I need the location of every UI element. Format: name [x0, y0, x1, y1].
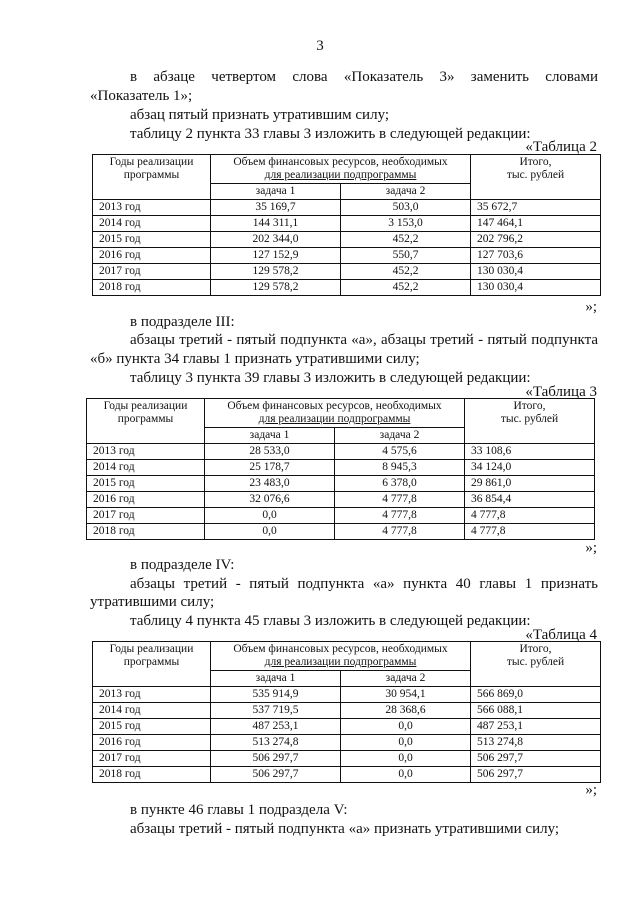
paragraph-line: абзац пятый признать утратившим силу; — [130, 107, 390, 123]
cell-task2: 0,0 — [341, 767, 471, 783]
cell-task1: 487 253,1 — [211, 719, 341, 735]
cell-year: 2014 год — [93, 703, 211, 719]
cell-year: 2013 год — [87, 444, 205, 460]
cell-task2: 550,7 — [341, 248, 471, 264]
cell-total: 34 124,0 — [465, 460, 595, 476]
table-label: «Таблица 4 — [525, 627, 597, 643]
cell-task2: 8 945,3 — [335, 460, 465, 476]
cell-task1: 35 169,7 — [211, 200, 341, 216]
cell-task2: 4 777,8 — [335, 524, 465, 540]
table-row — [93, 216, 601, 232]
cell-task2: 28 368,6 — [341, 703, 471, 719]
cell-total: 506 297,7 — [471, 767, 601, 783]
table-row — [93, 280, 601, 296]
table-row — [93, 767, 601, 783]
cell-task1: 144 311,1 — [211, 216, 341, 232]
header-volume: Объем финансовых ресурсов, необходимых для реализации подпрограммы — [211, 155, 471, 184]
table-row — [93, 264, 601, 280]
header-task2: задача 2 — [341, 184, 471, 200]
cell-task1: 23 483,0 — [205, 476, 335, 492]
table-row — [93, 735, 601, 751]
table-row — [93, 719, 601, 735]
header-volume: Объем финансовых ресурсов, необходимых для реализации подпрограммы — [205, 399, 465, 428]
cell-task1: 25 178,7 — [205, 460, 335, 476]
header-task2: задача 2 — [341, 671, 471, 687]
cell-year: 2015 год — [93, 719, 211, 735]
header-total: Итого, тыс. рублей — [471, 642, 601, 687]
cell-year: 2017 год — [93, 264, 211, 280]
header-task1: задача 1 — [211, 184, 341, 200]
cell-task2: 0,0 — [341, 719, 471, 735]
paragraph-line: «Показатель 1»; — [90, 88, 193, 104]
cell-total: 147 464,1 — [471, 216, 601, 232]
cell-total: 4 777,8 — [465, 524, 595, 540]
paragraph-line: таблицу 3 пункта 39 главы 3 изложить в следующей редакции: — [130, 370, 531, 386]
paragraph-line: абзацы третий - пятый подпункта «а», абзацы третий - пятый подпункта — [130, 332, 598, 348]
cell-task1: 202 344,0 — [211, 232, 341, 248]
paragraph-line: в пункте 46 главы 1 подраздела V: — [130, 802, 348, 818]
cell-total: 202 796,2 — [471, 232, 601, 248]
header-volume: Объем финансовых ресурсов, необходимых для реализации подпрограммы — [211, 642, 471, 671]
cell-total: 566 869,0 — [471, 687, 601, 703]
paragraph-line: утратившими силу; — [90, 594, 215, 610]
table-row — [87, 460, 595, 476]
cell-task1: 506 297,7 — [211, 751, 341, 767]
cell-task1: 32 076,6 — [205, 492, 335, 508]
cell-task1: 513 274,8 — [211, 735, 341, 751]
cell-year: 2017 год — [93, 751, 211, 767]
cell-total: 566 088,1 — [471, 703, 601, 719]
cell-task1: 535 914,9 — [211, 687, 341, 703]
page-number: 3 — [316, 38, 324, 54]
cell-total: 513 274,8 — [471, 735, 601, 751]
cell-total: 487 253,1 — [471, 719, 601, 735]
header-task2: задача 2 — [335, 428, 465, 444]
cell-year: 2016 год — [93, 248, 211, 264]
header-years: Годы реализации программы — [93, 155, 211, 200]
table-row — [93, 232, 601, 248]
cell-task1: 0,0 — [205, 508, 335, 524]
table-row — [93, 687, 601, 703]
table-row — [93, 200, 601, 216]
cell-task2: 503,0 — [341, 200, 471, 216]
table-row — [93, 703, 601, 719]
cell-year: 2013 год — [93, 687, 211, 703]
cell-year: 2016 год — [87, 492, 205, 508]
header-years: Годы реализации программы — [87, 399, 205, 444]
paragraph-line: таблицу 4 пункта 45 главы 3 изложить в следующей редакции: — [130, 613, 531, 629]
cell-task1: 129 578,2 — [211, 264, 341, 280]
cell-total: 36 854,4 — [465, 492, 595, 508]
table-label: «Таблица 2 — [525, 139, 597, 155]
cell-task2: 452,2 — [341, 232, 471, 248]
cell-year: 2018 год — [93, 280, 211, 296]
cell-task2: 0,0 — [341, 751, 471, 767]
cell-year: 2013 год — [93, 200, 211, 216]
cell-task2: 30 954,1 — [341, 687, 471, 703]
cell-total: 35 672,7 — [471, 200, 601, 216]
cell-task2: 0,0 — [341, 735, 471, 751]
header-task1: задача 1 — [205, 428, 335, 444]
paragraph-line: абзацы третий - пятый подпункта «а» признать утратившими силу; — [130, 821, 560, 837]
table-close: »; — [585, 782, 597, 798]
cell-year: 2016 год — [93, 735, 211, 751]
header-years: Годы реализации программы — [93, 642, 211, 687]
cell-total: 4 777,8 — [465, 508, 595, 524]
cell-task2: 4 777,8 — [335, 508, 465, 524]
cell-year: 2015 год — [87, 476, 205, 492]
cell-task2: 3 153,0 — [341, 216, 471, 232]
cell-total: 29 861,0 — [465, 476, 595, 492]
cell-task1: 129 578,2 — [211, 280, 341, 296]
table-label: «Таблица 3 — [525, 384, 597, 400]
cell-year: 2015 год — [93, 232, 211, 248]
table-row — [87, 508, 595, 524]
cell-task2: 4 777,8 — [335, 492, 465, 508]
cell-task2: 452,2 — [341, 280, 471, 296]
header-task1: задача 1 — [211, 671, 341, 687]
header-total: Итого, тыс. рублей — [465, 399, 595, 444]
finance-table-4 — [92, 641, 601, 783]
table-close: »; — [585, 540, 597, 556]
cell-task1: 0,0 — [205, 524, 335, 540]
cell-task1: 506 297,7 — [211, 767, 341, 783]
paragraph-line: таблицу 2 пункта 33 главы 3 изложить в следующей редакции: — [130, 126, 531, 142]
cell-year: 2018 год — [87, 524, 205, 540]
cell-total: 130 030,4 — [471, 280, 601, 296]
cell-year: 2014 год — [87, 460, 205, 476]
finance-table-3 — [86, 398, 595, 540]
table-row — [93, 751, 601, 767]
table-row — [87, 524, 595, 540]
cell-task2: 452,2 — [341, 264, 471, 280]
paragraph-line: в подразделе III: — [130, 314, 235, 330]
cell-task1: 537 719,5 — [211, 703, 341, 719]
paragraph-line: в подразделе IV: — [130, 557, 235, 573]
cell-task2: 6 378,0 — [335, 476, 465, 492]
table-row — [93, 248, 601, 264]
table-row — [87, 444, 595, 460]
table-row — [87, 476, 595, 492]
cell-total: 127 703,6 — [471, 248, 601, 264]
table-close: »; — [585, 299, 597, 315]
cell-task1: 127 152,9 — [211, 248, 341, 264]
paragraph-line: абзацы третий - пятый подпункта «а» пункта 40 главы 1 признать — [130, 576, 598, 592]
cell-task1: 28 533,0 — [205, 444, 335, 460]
paragraph-line: в абзаце четвертом слова «Показатель 3» заменить словами — [130, 69, 598, 85]
cell-year: 2018 год — [93, 767, 211, 783]
header-total: Итого, тыс. рублей — [471, 155, 601, 200]
finance-table-2 — [92, 154, 601, 296]
cell-year: 2017 год — [87, 508, 205, 524]
table-row — [87, 492, 595, 508]
paragraph-line: «б» пункта 34 главы 1 признать утратившими силу; — [90, 351, 420, 367]
cell-total: 33 108,6 — [465, 444, 595, 460]
cell-year: 2014 год — [93, 216, 211, 232]
cell-total: 130 030,4 — [471, 264, 601, 280]
cell-total: 506 297,7 — [471, 751, 601, 767]
cell-task2: 4 575,6 — [335, 444, 465, 460]
